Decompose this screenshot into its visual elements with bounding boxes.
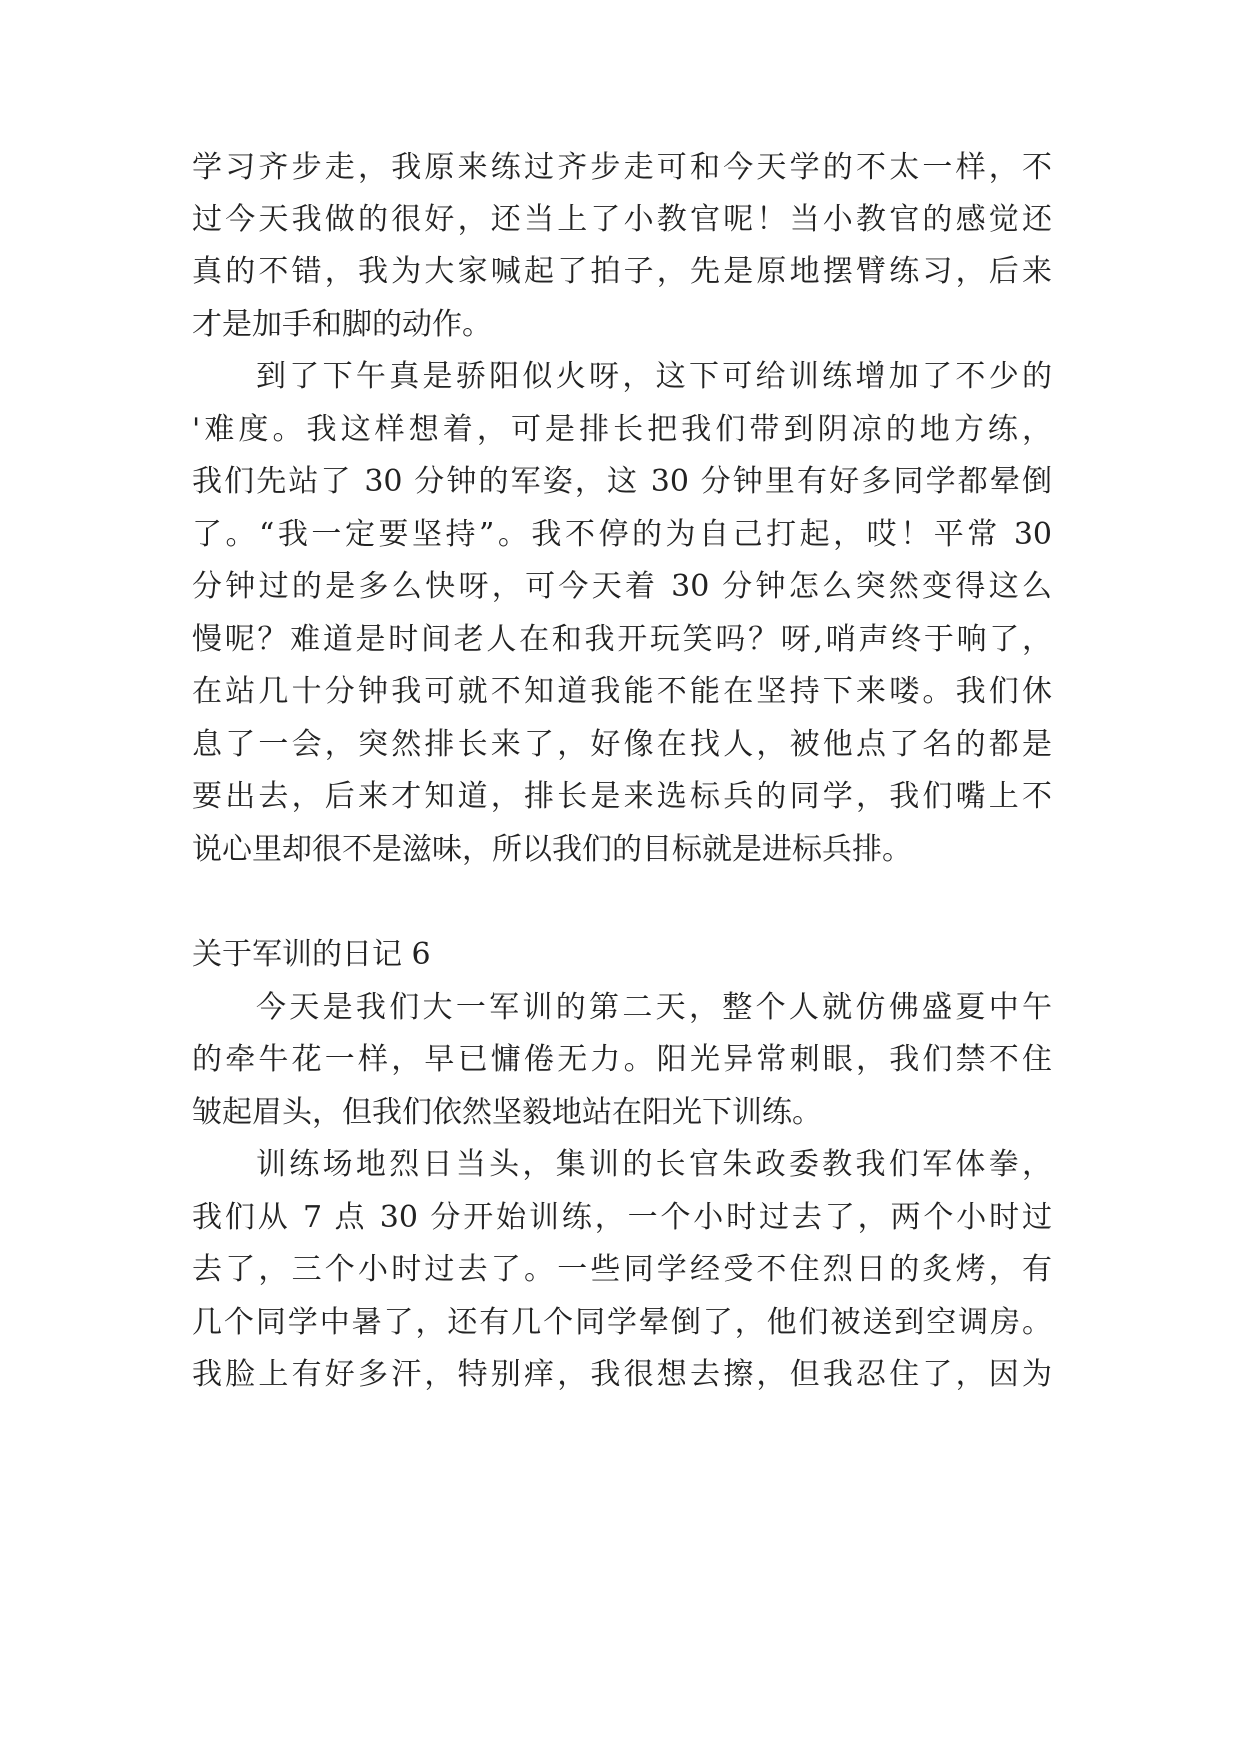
paragraph-2-line-8: 息了一会，突然排长来了，好像在找人，被他点了名的都是 — [192, 727, 1052, 762]
paragraph-1-line-3: 真的不错，我为大家喊起了拍子，先是原地摆臂练习，后来 — [192, 254, 1052, 289]
paragraph-3-line-3: 皱起眉头，但我们依然坚毅地站在阳光下训练。 — [192, 1095, 822, 1130]
paragraph-4-line-5: 我脸上有好多汗，特别痒，我很想去擦，但我忍住了，因为 — [192, 1357, 1052, 1392]
paragraph-2-line-4: 了。“我一定要坚持”。我不停的为自己打起，哎！平常 30 — [192, 517, 1052, 552]
paragraph-2-line-5: 分钟过的是多么快呀，可今天着 30 分钟怎么突然变得这么 — [192, 569, 1052, 604]
paragraph-2-line-9: 要出去，后来才知道，排长是来选标兵的同学，我们嘴上不 — [192, 779, 1052, 814]
paragraph-4-line-1: 训练场地烈日当头，集训的长官朱政委教我们军体拳， — [256, 1147, 1052, 1182]
paragraph-2-line-10: 说心里却很不是滋味，所以我们的目标就是进标兵排。 — [192, 832, 912, 867]
paragraph-4-line-3: 去了，三个小时过去了。一些同学经受不住烈日的炙烤，有 — [192, 1252, 1052, 1287]
paragraph-1-line-2: 过今天我做的很好，还当上了小教官呢！当小教官的感觉还 — [192, 202, 1052, 237]
paragraph-3-line-1: 今天是我们大一军训的第二天，整个人就仿佛盛夏中午 — [256, 990, 1052, 1025]
paragraph-3-line-2: 的牵牛花一样，早已慵倦无力。阳光异常刺眼，我们禁不住 — [192, 1042, 1052, 1077]
paragraph-2-line-7: 在站几十分钟我可就不知道我能不能在坚持下来喽。我们休 — [192, 674, 1052, 709]
paragraph-4-line-4: 几个同学中暑了，还有几个同学晕倒了，他们被送到空调房。 — [192, 1305, 1052, 1340]
paragraph-4-line-2: 我们从 7 点 30 分开始训练，一个小时过去了，两个小时过 — [192, 1200, 1052, 1235]
section-title: 关于军训的日记 6 — [192, 937, 431, 972]
paragraph-2-line-6: 慢呢？难道是时间老人在和我开玩笑吗？呀,哨声终于响了， — [192, 622, 1052, 657]
paragraph-2-line-1: 到了下午真是骄阳似火呀，这下可给训练增加了不少的 — [256, 359, 1052, 394]
paragraph-2-line-3: 我们先站了 30 分钟的军姿，这 30 分钟里有好多同学都晕倒 — [192, 464, 1052, 499]
paragraph-2-line-2: '难度。我这样想着，可是排长把我们带到阴凉的地方练， — [192, 412, 1052, 447]
paragraph-1-line-4: 才是加手和脚的动作。 — [192, 307, 492, 342]
paragraph-1-line-1: 学习齐步走，我原来练过齐步走可和今天学的不太一样，不 — [192, 150, 1052, 185]
